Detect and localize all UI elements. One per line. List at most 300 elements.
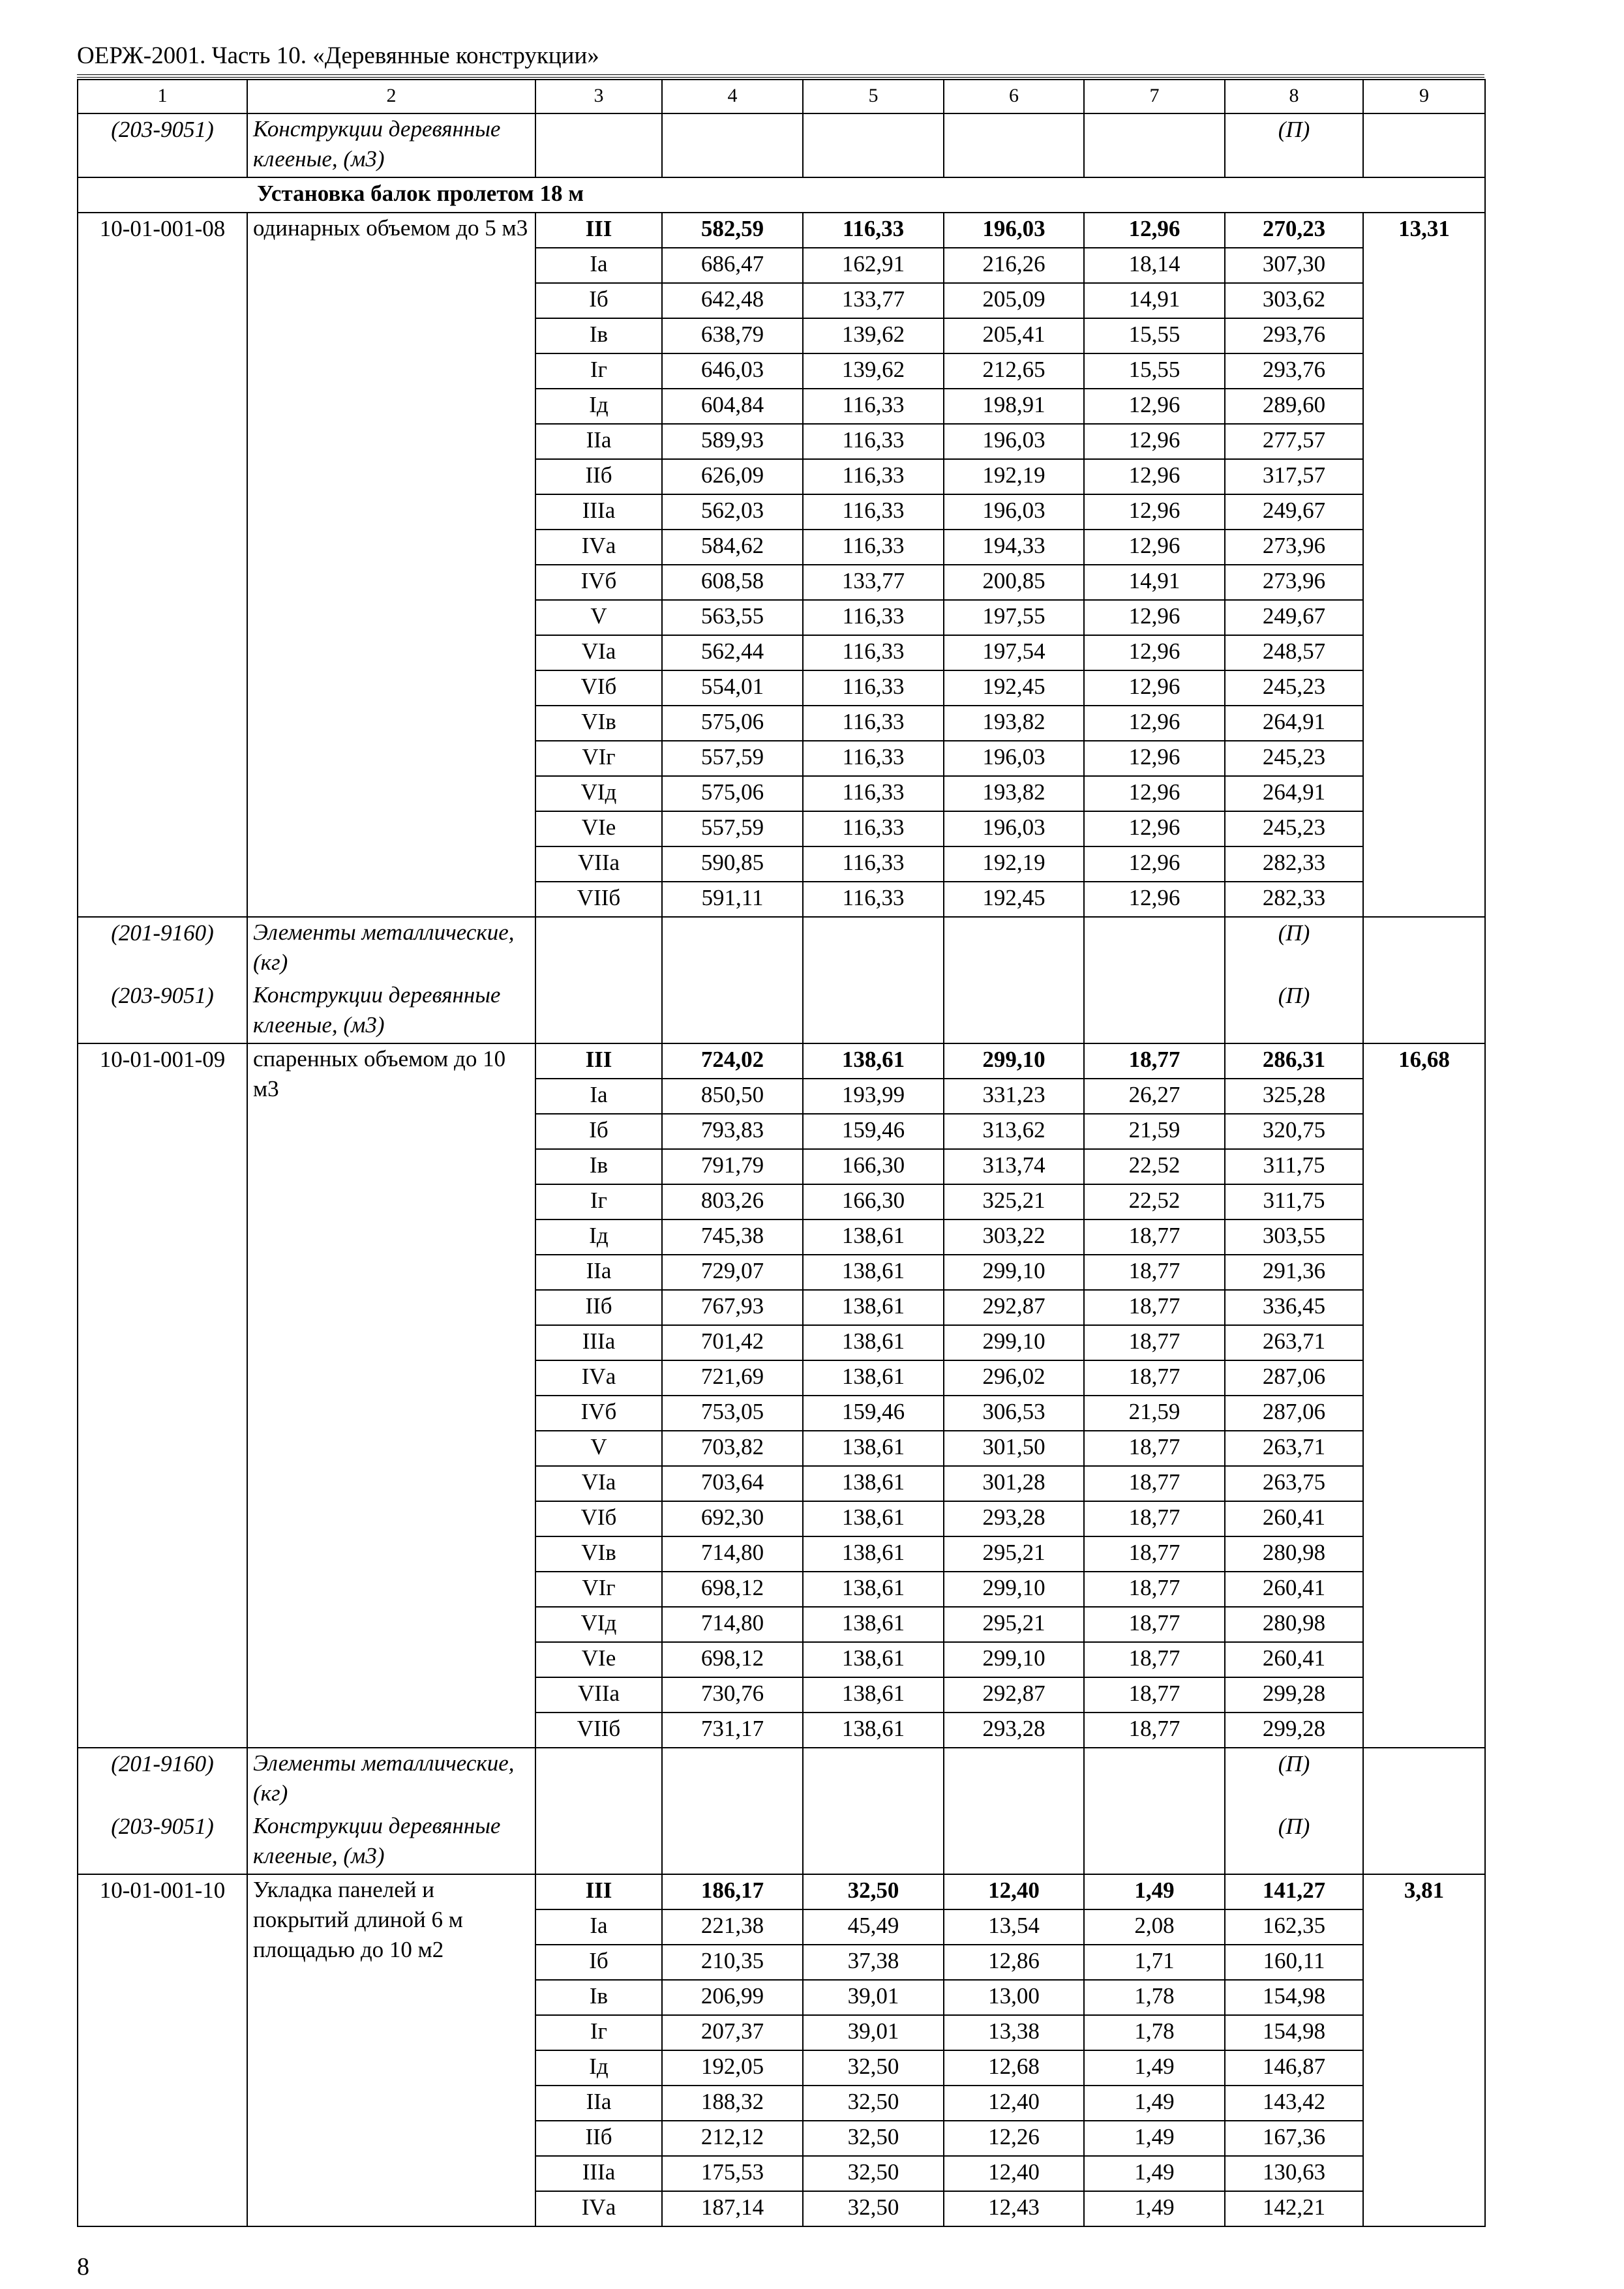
value-cell: 293,28 xyxy=(944,1501,1084,1536)
value-cell: 280,98 xyxy=(1225,1607,1363,1642)
zone-cell: III xyxy=(535,213,662,248)
value-cell: 13,54 xyxy=(944,1909,1084,1945)
value-cell: 12,40 xyxy=(944,2086,1084,2121)
rate-description: одинарных объемом до 5 м3 xyxy=(247,213,535,917)
zone-cell: IIа xyxy=(535,1255,662,1290)
zone-cell: Iв xyxy=(535,1980,662,2015)
value-cell: 130,63 xyxy=(1225,2156,1363,2191)
column-number: 2 xyxy=(247,80,535,113)
zone-cell: Iд xyxy=(535,2050,662,2086)
value-cell: 554,01 xyxy=(662,670,803,706)
value-cell: 12,96 xyxy=(1084,670,1225,706)
value-cell: 299,10 xyxy=(944,1325,1084,1360)
value-cell: 194,33 xyxy=(944,530,1084,565)
value-cell: 12,96 xyxy=(1084,741,1225,776)
value-cell: 166,30 xyxy=(803,1184,944,1219)
value-cell: 162,35 xyxy=(1225,1909,1363,1945)
value-cell: 562,44 xyxy=(662,635,803,670)
value-cell: 289,60 xyxy=(1225,389,1363,424)
labor-value: 13,31 xyxy=(1363,213,1485,917)
value-cell: 280,98 xyxy=(1225,1536,1363,1572)
empty-cell xyxy=(944,1811,1084,1874)
value-cell: 21,59 xyxy=(1084,1396,1225,1431)
value-cell: 116,33 xyxy=(803,635,944,670)
value-cell: 12,96 xyxy=(1084,424,1225,459)
empty-cell xyxy=(535,980,662,1043)
value-cell: 138,61 xyxy=(803,1325,944,1360)
header-rule xyxy=(77,74,1484,78)
value-cell: 175,53 xyxy=(662,2156,803,2191)
value-cell: 12,96 xyxy=(1084,811,1225,846)
value-cell: 263,75 xyxy=(1225,1466,1363,1501)
empty-cell xyxy=(1084,980,1225,1043)
empty-cell xyxy=(662,1748,803,1811)
value-cell: 206,99 xyxy=(662,1980,803,2015)
value-cell: 299,10 xyxy=(944,1642,1084,1677)
value-cell: 116,33 xyxy=(803,213,944,248)
resource-code: (201-9160) xyxy=(78,1748,247,1811)
zone-cell: IIIа xyxy=(535,1325,662,1360)
value-cell: 301,50 xyxy=(944,1431,1084,1466)
empty-cell xyxy=(535,917,662,980)
zone-cell: Iд xyxy=(535,389,662,424)
value-cell: 212,65 xyxy=(944,353,1084,389)
value-cell: 1,49 xyxy=(1084,2156,1225,2191)
value-cell: 22,52 xyxy=(1084,1149,1225,1184)
value-cell: 745,38 xyxy=(662,1219,803,1255)
empty-cell xyxy=(944,917,1084,980)
value-cell: 32,50 xyxy=(803,2156,944,2191)
value-cell: 32,50 xyxy=(803,2121,944,2156)
value-cell: 703,64 xyxy=(662,1466,803,1501)
value-cell: 287,06 xyxy=(1225,1360,1363,1396)
value-cell: 12,68 xyxy=(944,2050,1084,2086)
value-cell: 192,19 xyxy=(944,846,1084,882)
value-cell: 139,62 xyxy=(803,318,944,353)
value-cell: 12,43 xyxy=(944,2191,1084,2226)
value-cell: 22,52 xyxy=(1084,1184,1225,1219)
value-cell: 14,91 xyxy=(1084,565,1225,600)
resource-row xyxy=(78,1811,1485,1874)
zone-cell: VIб xyxy=(535,670,662,706)
value-cell: 263,71 xyxy=(1225,1431,1363,1466)
value-cell: 133,77 xyxy=(803,565,944,600)
value-cell: 638,79 xyxy=(662,318,803,353)
value-cell: 138,61 xyxy=(803,1536,944,1572)
value-cell: 196,03 xyxy=(944,741,1084,776)
column-number-row xyxy=(78,80,1485,113)
value-cell: 186,17 xyxy=(662,1874,803,1909)
value-cell: 160,11 xyxy=(1225,1945,1363,1980)
value-cell: 207,37 xyxy=(662,2015,803,2050)
column-number: 7 xyxy=(1084,80,1225,113)
value-cell: 142,21 xyxy=(1225,2191,1363,2226)
table-row xyxy=(78,213,1485,248)
zone-cell: Iд xyxy=(535,1219,662,1255)
value-cell: 205,41 xyxy=(944,318,1084,353)
value-cell: 18,77 xyxy=(1084,1360,1225,1396)
zone-cell: VIв xyxy=(535,706,662,741)
value-cell: 12,96 xyxy=(1084,213,1225,248)
resource-note: (П) xyxy=(1225,917,1363,980)
value-cell: 263,71 xyxy=(1225,1325,1363,1360)
value-cell: 557,59 xyxy=(662,741,803,776)
value-cell: 325,21 xyxy=(944,1184,1084,1219)
value-cell: 249,67 xyxy=(1225,600,1363,635)
empty-cell xyxy=(535,1748,662,1811)
value-cell: 18,77 xyxy=(1084,1466,1225,1501)
zone-cell: IIб xyxy=(535,1290,662,1325)
value-cell: 197,54 xyxy=(944,635,1084,670)
value-cell: 270,23 xyxy=(1225,213,1363,248)
table-row xyxy=(78,1874,1485,1909)
value-cell: 260,41 xyxy=(1225,1501,1363,1536)
value-cell: 138,61 xyxy=(803,1677,944,1713)
empty-cell xyxy=(1363,1748,1485,1811)
empty-cell xyxy=(944,113,1084,177)
value-cell: 12,26 xyxy=(944,2121,1084,2156)
zone-cell: VIIб xyxy=(535,1713,662,1748)
value-cell: 626,09 xyxy=(662,459,803,494)
value-cell: 18,77 xyxy=(1084,1642,1225,1677)
empty-cell xyxy=(803,1811,944,1874)
page-number: 8 xyxy=(77,2253,89,2281)
empty-cell xyxy=(803,113,944,177)
rate-description: Укладка панелей и покрытий длиной 6 м площадью до 10 м2 xyxy=(247,1874,535,2226)
value-cell: 18,14 xyxy=(1084,248,1225,283)
zone-cell: VIг xyxy=(535,741,662,776)
value-cell: 159,46 xyxy=(803,1396,944,1431)
value-cell: 248,57 xyxy=(1225,635,1363,670)
value-cell: 264,91 xyxy=(1225,776,1363,811)
value-cell: 303,22 xyxy=(944,1219,1084,1255)
value-cell: 12,96 xyxy=(1084,846,1225,882)
value-cell: 604,84 xyxy=(662,389,803,424)
resource-name: Конструкции деревянные клееные, (м3) xyxy=(247,1811,535,1874)
value-cell: 282,33 xyxy=(1225,846,1363,882)
resource-note: (П) xyxy=(1225,1748,1363,1811)
column-number: 5 xyxy=(803,80,944,113)
zone-cell: IIа xyxy=(535,424,662,459)
value-cell: 590,85 xyxy=(662,846,803,882)
value-cell: 32,50 xyxy=(803,2191,944,2226)
value-cell: 721,69 xyxy=(662,1360,803,1396)
value-cell: 299,10 xyxy=(944,1255,1084,1290)
value-cell: 116,33 xyxy=(803,600,944,635)
zone-cell: VIIа xyxy=(535,846,662,882)
value-cell: 642,48 xyxy=(662,283,803,318)
value-cell: 273,96 xyxy=(1225,530,1363,565)
value-cell: 13,00 xyxy=(944,1980,1084,2015)
value-cell: 287,06 xyxy=(1225,1396,1363,1431)
value-cell: 767,93 xyxy=(662,1290,803,1325)
value-cell: 1,78 xyxy=(1084,2015,1225,2050)
section-title-row xyxy=(78,177,1485,213)
value-cell: 296,02 xyxy=(944,1360,1084,1396)
resource-code: (201-9160) xyxy=(78,917,247,980)
value-cell: 1,49 xyxy=(1084,2050,1225,2086)
zone-cell: Iб xyxy=(535,1114,662,1149)
value-cell: 295,21 xyxy=(944,1607,1084,1642)
value-cell: 192,19 xyxy=(944,459,1084,494)
value-cell: 729,07 xyxy=(662,1255,803,1290)
resource-name: Конструкции деревянные клееные, (м3) xyxy=(247,113,535,177)
zone-cell: IIа xyxy=(535,2086,662,2121)
value-cell: 299,10 xyxy=(944,1043,1084,1079)
value-cell: 791,79 xyxy=(662,1149,803,1184)
zone-cell: IVа xyxy=(535,1360,662,1396)
value-cell: 12,96 xyxy=(1084,882,1225,917)
value-cell: 116,33 xyxy=(803,494,944,530)
value-cell: 205,09 xyxy=(944,283,1084,318)
value-cell: 692,30 xyxy=(662,1501,803,1536)
value-cell: 1,49 xyxy=(1084,1874,1225,1909)
value-cell: 714,80 xyxy=(662,1536,803,1572)
value-cell: 116,33 xyxy=(803,846,944,882)
estimate-table xyxy=(77,79,1486,2227)
zone-cell: V xyxy=(535,1431,662,1466)
zone-cell: VIд xyxy=(535,776,662,811)
value-cell: 12,96 xyxy=(1084,494,1225,530)
value-cell: 116,33 xyxy=(803,882,944,917)
value-cell: 21,59 xyxy=(1084,1114,1225,1149)
zone-cell: Iг xyxy=(535,353,662,389)
zone-cell: III xyxy=(535,1043,662,1079)
value-cell: 162,91 xyxy=(803,248,944,283)
zone-cell: IVб xyxy=(535,1396,662,1431)
zone-cell: Iг xyxy=(535,1184,662,1219)
value-cell: 731,17 xyxy=(662,1713,803,1748)
value-cell: 295,21 xyxy=(944,1536,1084,1572)
value-cell: 12,96 xyxy=(1084,600,1225,635)
value-cell: 37,38 xyxy=(803,1945,944,1980)
resource-code: (203-9051) xyxy=(78,980,247,1043)
value-cell: 26,27 xyxy=(1084,1079,1225,1114)
zone-cell: VIа xyxy=(535,1466,662,1501)
empty-cell xyxy=(1084,917,1225,980)
value-cell: 317,57 xyxy=(1225,459,1363,494)
empty-cell xyxy=(1084,113,1225,177)
resource-code: (203-9051) xyxy=(78,113,247,177)
value-cell: 221,38 xyxy=(662,1909,803,1945)
value-cell: 18,77 xyxy=(1084,1677,1225,1713)
value-cell: 138,61 xyxy=(803,1466,944,1501)
value-cell: 133,77 xyxy=(803,283,944,318)
rate-code: 10-01-001-08 xyxy=(78,213,247,917)
resource-note: (П) xyxy=(1225,113,1363,177)
value-cell: 12,96 xyxy=(1084,706,1225,741)
empty-cell xyxy=(662,113,803,177)
rate-code: 10-01-001-09 xyxy=(78,1043,247,1748)
value-cell: 582,59 xyxy=(662,213,803,248)
empty-cell xyxy=(803,917,944,980)
value-cell: 216,26 xyxy=(944,248,1084,283)
value-cell: 1,49 xyxy=(1084,2121,1225,2156)
empty-cell xyxy=(1084,1748,1225,1811)
value-cell: 18,77 xyxy=(1084,1536,1225,1572)
value-cell: 196,03 xyxy=(944,811,1084,846)
zone-cell: VIIа xyxy=(535,1677,662,1713)
value-cell: 724,02 xyxy=(662,1043,803,1079)
zone-cell: III xyxy=(535,1874,662,1909)
resource-name: Конструкции деревянные клееные, (м3) xyxy=(247,980,535,1043)
value-cell: 320,75 xyxy=(1225,1114,1363,1149)
value-cell: 313,74 xyxy=(944,1149,1084,1184)
value-cell: 260,41 xyxy=(1225,1642,1363,1677)
labor-value: 16,68 xyxy=(1363,1043,1485,1748)
value-cell: 18,77 xyxy=(1084,1713,1225,1748)
value-cell: 303,55 xyxy=(1225,1219,1363,1255)
value-cell: 116,33 xyxy=(803,459,944,494)
value-cell: 18,77 xyxy=(1084,1607,1225,1642)
value-cell: 167,36 xyxy=(1225,2121,1363,2156)
value-cell: 245,23 xyxy=(1225,670,1363,706)
empty-cell xyxy=(944,1748,1084,1811)
value-cell: 138,61 xyxy=(803,1713,944,1748)
value-cell: 12,40 xyxy=(944,1874,1084,1909)
value-cell: 18,77 xyxy=(1084,1043,1225,1079)
value-cell: 336,45 xyxy=(1225,1290,1363,1325)
zone-cell: Iа xyxy=(535,1079,662,1114)
value-cell: 138,61 xyxy=(803,1431,944,1466)
resource-name: Элементы металлические, (кг) xyxy=(247,917,535,980)
value-cell: 591,11 xyxy=(662,882,803,917)
value-cell: 299,28 xyxy=(1225,1713,1363,1748)
value-cell: 32,50 xyxy=(803,2050,944,2086)
zone-cell: IIIа xyxy=(535,2156,662,2191)
value-cell: 138,61 xyxy=(803,1642,944,1677)
value-cell: 608,58 xyxy=(662,565,803,600)
value-cell: 193,82 xyxy=(944,776,1084,811)
resource-row xyxy=(78,980,1485,1043)
value-cell: 39,01 xyxy=(803,1980,944,2015)
zone-cell: IIб xyxy=(535,2121,662,2156)
zone-cell: VIб xyxy=(535,1501,662,1536)
value-cell: 15,55 xyxy=(1084,353,1225,389)
zone-cell: IIб xyxy=(535,459,662,494)
value-cell: 286,31 xyxy=(1225,1043,1363,1079)
value-cell: 138,61 xyxy=(803,1572,944,1607)
empty-cell xyxy=(1363,113,1485,177)
value-cell: 646,03 xyxy=(662,353,803,389)
empty-cell xyxy=(1363,917,1485,980)
zone-cell: VIа xyxy=(535,635,662,670)
rate-description: спаренных объемом до 10 м3 xyxy=(247,1043,535,1748)
value-cell: 13,38 xyxy=(944,2015,1084,2050)
value-cell: 575,06 xyxy=(662,776,803,811)
value-cell: 313,62 xyxy=(944,1114,1084,1149)
value-cell: 143,42 xyxy=(1225,2086,1363,2121)
value-cell: 1,78 xyxy=(1084,1980,1225,2015)
value-cell: 146,87 xyxy=(1225,2050,1363,2086)
rate-code: 10-01-001-10 xyxy=(78,1874,247,2226)
value-cell: 210,35 xyxy=(662,1945,803,1980)
value-cell: 18,77 xyxy=(1084,1572,1225,1607)
value-cell: 116,33 xyxy=(803,706,944,741)
zone-cell: Iв xyxy=(535,318,662,353)
column-number: 6 xyxy=(944,80,1084,113)
value-cell: 166,30 xyxy=(803,1149,944,1184)
zone-cell: Iг xyxy=(535,2015,662,2050)
value-cell: 154,98 xyxy=(1225,1980,1363,2015)
empty-cell xyxy=(803,1748,944,1811)
value-cell: 138,61 xyxy=(803,1607,944,1642)
zone-cell: VIIб xyxy=(535,882,662,917)
zone-cell: VIв xyxy=(535,1536,662,1572)
zone-cell: Iб xyxy=(535,283,662,318)
value-cell: 311,75 xyxy=(1225,1184,1363,1219)
value-cell: 116,33 xyxy=(803,741,944,776)
value-cell: 154,98 xyxy=(1225,2015,1363,2050)
column-number: 3 xyxy=(535,80,662,113)
value-cell: 1,49 xyxy=(1084,2086,1225,2121)
value-cell: 116,33 xyxy=(803,530,944,565)
zone-cell: VIе xyxy=(535,1642,662,1677)
value-cell: 138,61 xyxy=(803,1501,944,1536)
value-cell: 196,03 xyxy=(944,424,1084,459)
value-cell: 18,77 xyxy=(1084,1501,1225,1536)
value-cell: 730,76 xyxy=(662,1677,803,1713)
value-cell: 293,76 xyxy=(1225,318,1363,353)
zone-cell: Iв xyxy=(535,1149,662,1184)
value-cell: 12,96 xyxy=(1084,389,1225,424)
value-cell: 18,77 xyxy=(1084,1255,1225,1290)
value-cell: 12,96 xyxy=(1084,459,1225,494)
value-cell: 116,33 xyxy=(803,670,944,706)
value-cell: 273,96 xyxy=(1225,565,1363,600)
table-body xyxy=(78,80,1485,2226)
value-cell: 14,91 xyxy=(1084,283,1225,318)
value-cell: 1,49 xyxy=(1084,2191,1225,2226)
value-cell: 116,33 xyxy=(803,811,944,846)
empty-cell xyxy=(1363,1811,1485,1874)
value-cell: 138,61 xyxy=(803,1255,944,1290)
value-cell: 12,86 xyxy=(944,1945,1084,1980)
value-cell: 18,77 xyxy=(1084,1325,1225,1360)
value-cell: 18,77 xyxy=(1084,1290,1225,1325)
value-cell: 12,96 xyxy=(1084,776,1225,811)
value-cell: 293,28 xyxy=(944,1713,1084,1748)
value-cell: 703,82 xyxy=(662,1431,803,1466)
column-number: 9 xyxy=(1363,80,1485,113)
value-cell: 198,91 xyxy=(944,389,1084,424)
value-cell: 301,28 xyxy=(944,1466,1084,1501)
value-cell: 192,45 xyxy=(944,670,1084,706)
empty-cell xyxy=(803,980,944,1043)
page-header: ОЕРЖ-2001. Часть 10. «Деревянные конструкции» xyxy=(77,42,599,69)
value-cell: 193,99 xyxy=(803,1079,944,1114)
value-cell: 701,42 xyxy=(662,1325,803,1360)
resource-note: (П) xyxy=(1225,1811,1363,1874)
value-cell: 2,08 xyxy=(1084,1909,1225,1945)
value-cell: 277,57 xyxy=(1225,424,1363,459)
resource-name: Элементы металлические, (кг) xyxy=(247,1748,535,1811)
value-cell: 589,93 xyxy=(662,424,803,459)
value-cell: 293,76 xyxy=(1225,353,1363,389)
value-cell: 291,36 xyxy=(1225,1255,1363,1290)
resource-note: (П) xyxy=(1225,980,1363,1043)
value-cell: 116,33 xyxy=(803,389,944,424)
value-cell: 188,32 xyxy=(662,2086,803,2121)
labor-value: 3,81 xyxy=(1363,1874,1485,2226)
value-cell: 307,30 xyxy=(1225,248,1363,283)
empty-cell xyxy=(662,917,803,980)
value-cell: 12,96 xyxy=(1084,635,1225,670)
value-cell: 138,61 xyxy=(803,1219,944,1255)
empty-cell xyxy=(662,1811,803,1874)
zone-cell: VIд xyxy=(535,1607,662,1642)
value-cell: 557,59 xyxy=(662,811,803,846)
